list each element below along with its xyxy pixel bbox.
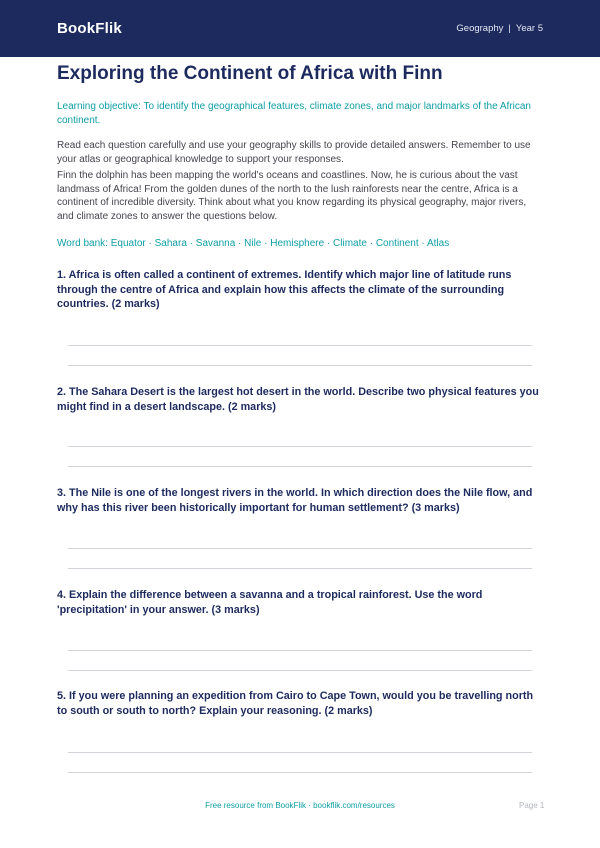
word-bank: Word bank: Equator · Sahara · Savanna · Nile · Hemisphere · Climate · Continent · Atlas bbox=[57, 238, 450, 249]
answer-line[interactable] bbox=[68, 670, 532, 671]
question-text: 2. The Sahara Desert is the largest hot desert in the world. Describe two physical features you might find in a desert landscape. (2 marks) bbox=[57, 386, 539, 413]
question-text: 4. Explain the difference between a savanna and a tropical rainforest. Use the word 'precipitation' in your answer. (3 marks) bbox=[57, 589, 483, 616]
story-paragraph: Finn the dolphin has been mapping the world's oceans and coastlines. Now, he is curious about the vast landmass of Africa! From the golden dunes of the north to the lush rainforests near the centre, Africa is a continent of incredible diversity. Think about what you know regarding its physical geography, major rivers, and climate zones to answer the questions below. bbox=[57, 170, 527, 222]
answer-line[interactable] bbox=[68, 650, 532, 651]
subject-year-label bbox=[456, 23, 543, 34]
question-text: 3. The Nile is one of the longest rivers in the world. In which direction does the Nile flow, and why has this river been historically important for human settlement? (3 marks) bbox=[57, 487, 533, 514]
footer-resource-link[interactable]: Free resource from BookFlik · bookflik.com/resources bbox=[205, 801, 395, 810]
answer-line[interactable] bbox=[68, 772, 532, 773]
learning-objective: Learning objective: To identify the geographical features, climate zones, and major landmarks of the African continent. bbox=[57, 101, 531, 126]
instructions-paragraph: Read each question carefully and use your geography skills to provide detailed answers. Remember to use your atlas or geographical knowledge to support your responses. bbox=[57, 140, 531, 165]
question-2 bbox=[57, 385, 543, 414]
question-text: 5. If you were planning an expedition from Cairo to Cape Town, would you be travelling north to south or south to north? Explain your reasoning. (2 marks) bbox=[57, 690, 534, 717]
question-text: 1. Africa is often called a continent of extremes. Identify which major line of latitude runs through the centre of Africa and explain how this affects the climate of the surrounding countries. (2 marks) bbox=[57, 269, 512, 310]
question-1 bbox=[57, 268, 543, 312]
header-bar bbox=[0, 0, 600, 57]
question-4 bbox=[57, 588, 543, 617]
brand-logo[interactable]: BookFlik bbox=[57, 20, 122, 37]
year-label: Year 5 bbox=[515, 23, 543, 34]
answer-line[interactable] bbox=[68, 345, 532, 346]
answer-line[interactable] bbox=[68, 752, 532, 753]
answer-line[interactable] bbox=[68, 365, 532, 366]
answer-line[interactable] bbox=[68, 568, 532, 569]
page-title: Exploring the Continent of Africa with Finn bbox=[57, 63, 443, 84]
answer-line[interactable] bbox=[68, 466, 532, 467]
answer-line[interactable] bbox=[68, 548, 532, 549]
meta-separator: | bbox=[508, 23, 511, 34]
subject-label: Geography bbox=[456, 23, 504, 34]
question-5 bbox=[57, 689, 543, 718]
question-3 bbox=[57, 486, 543, 515]
answer-line[interactable] bbox=[68, 446, 532, 447]
page-number: Page 1 bbox=[519, 801, 545, 810]
